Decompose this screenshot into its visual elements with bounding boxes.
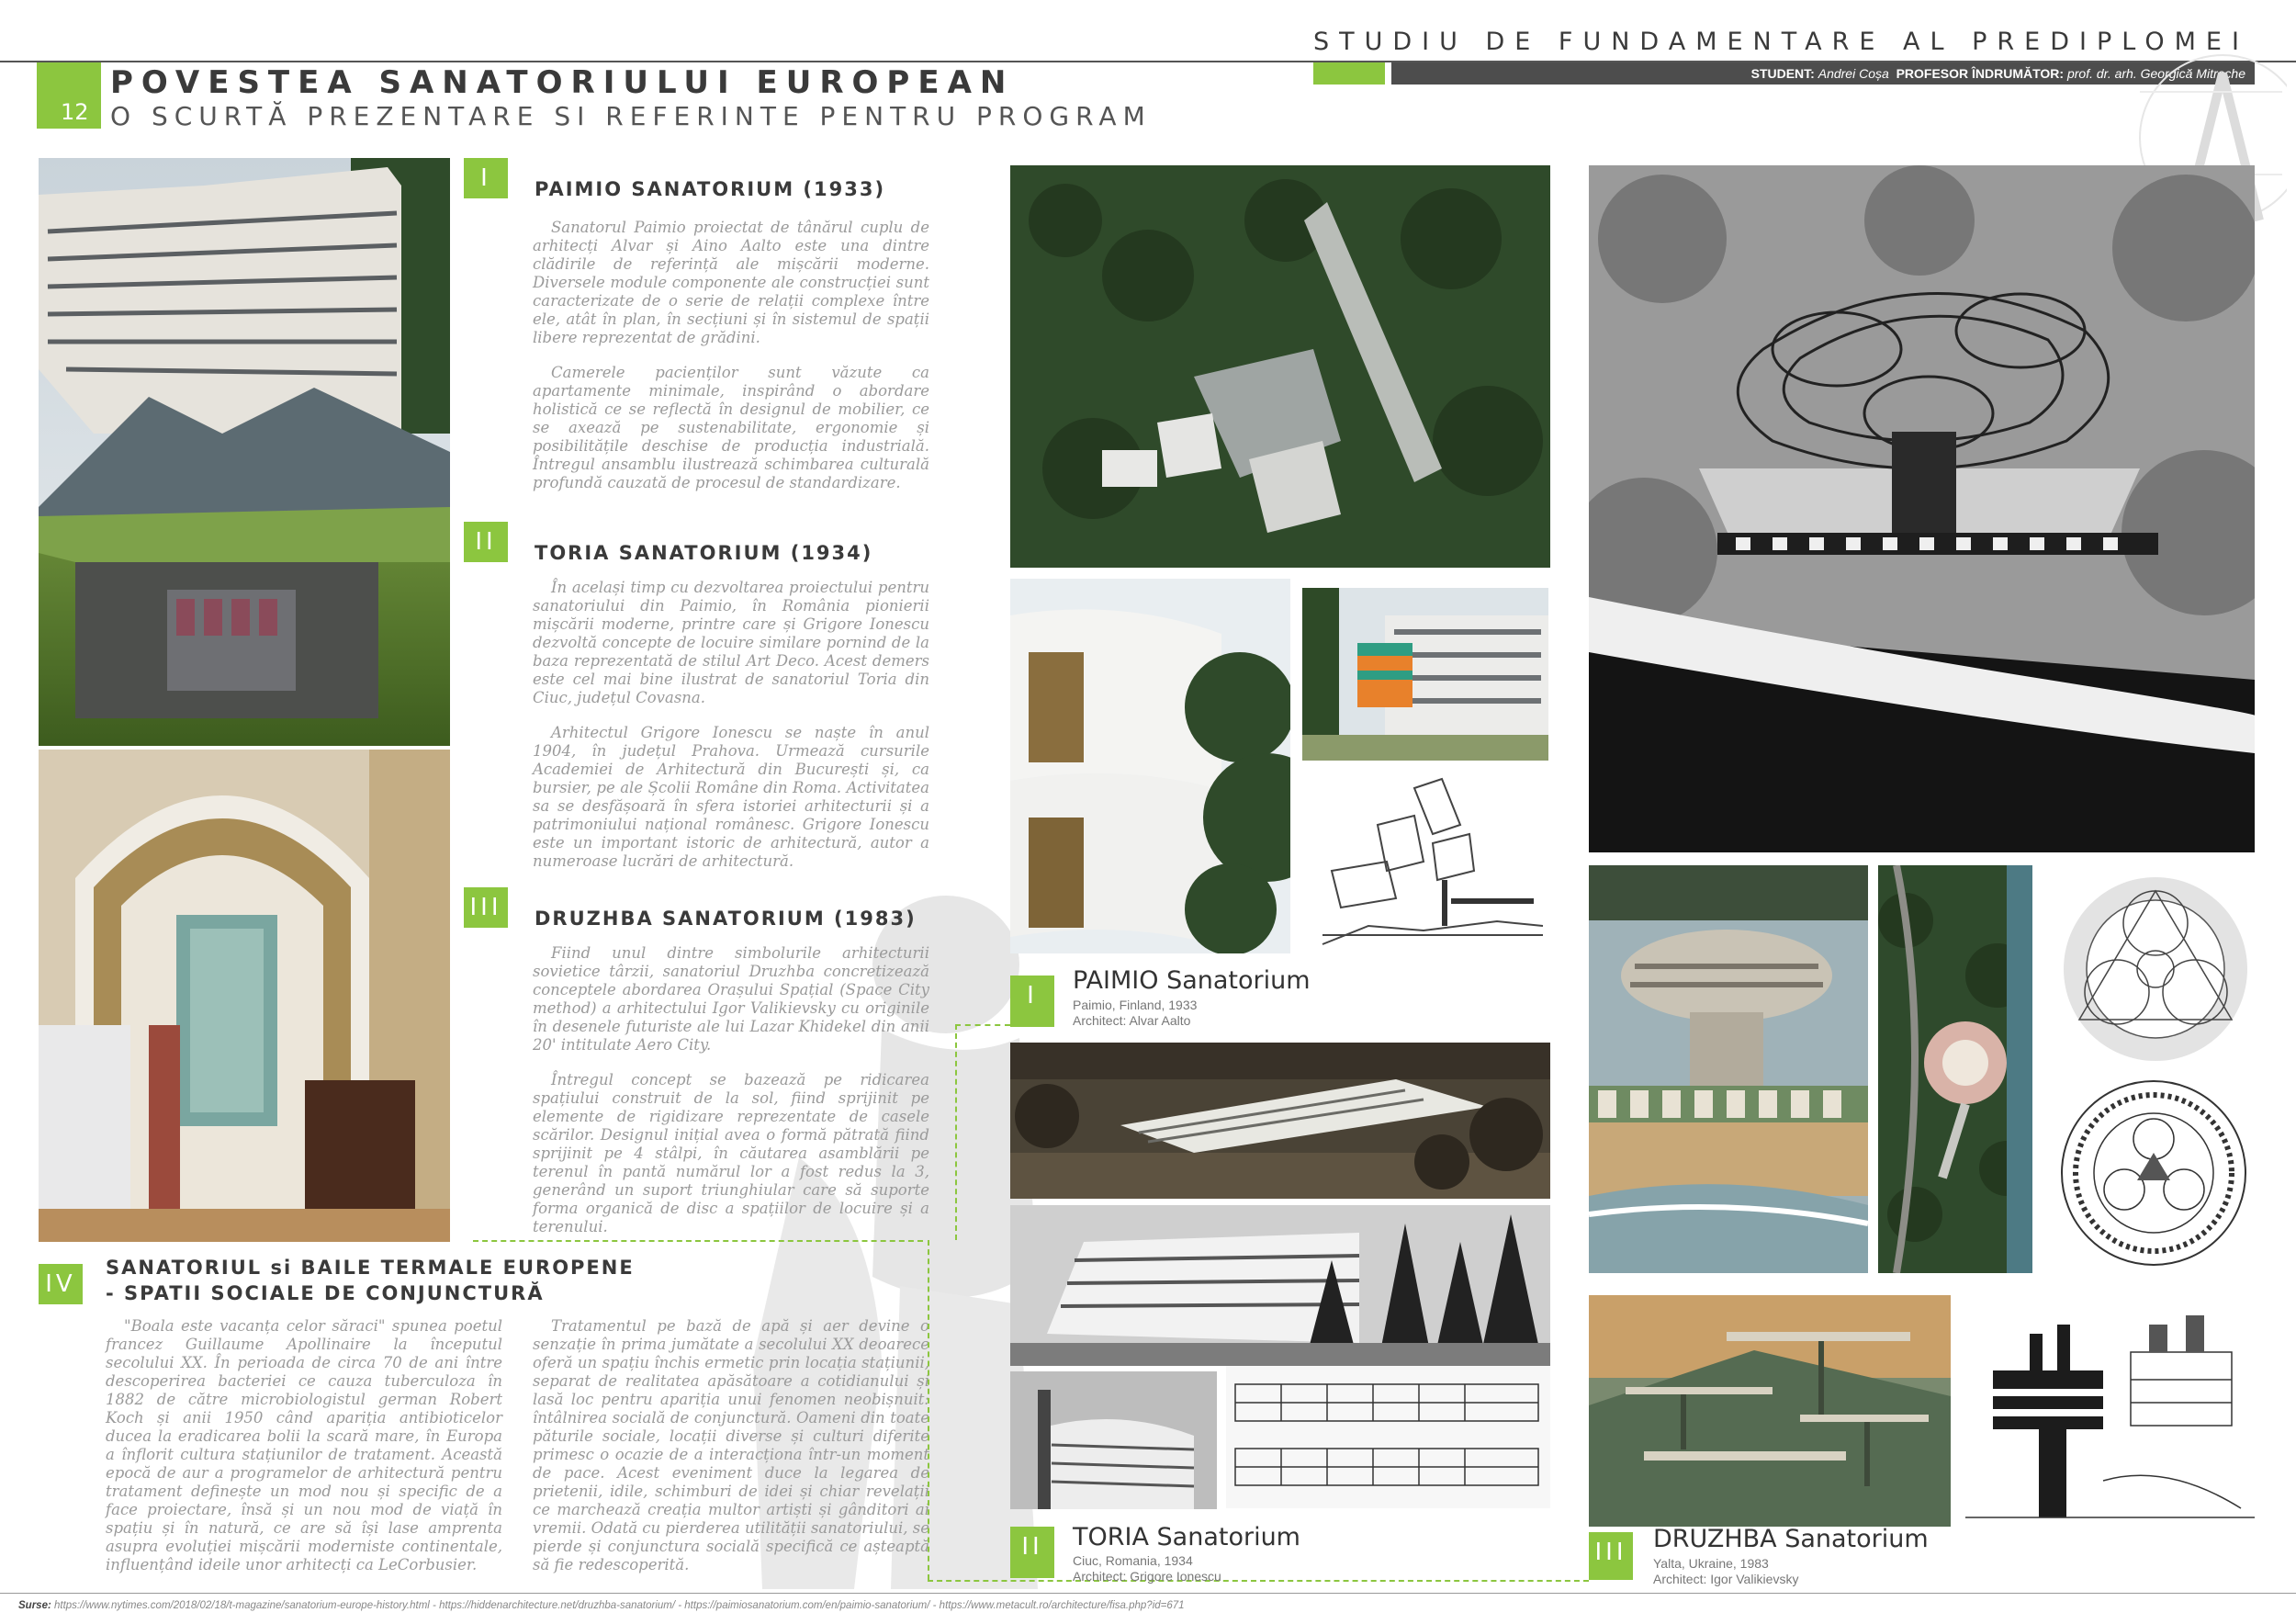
section-text-thermal-col1: "Boala este vacanța celor săraci" spunea poetul francez Guillaume Apollinaire la începutul secolului XX. În perioada de circa 70 de ani între descoperirea bacteriei ce cauza tuberculoza în 1882 de către microbiologistul german Robert Koch și anii 1950 când apariția antibioticelor ducea la eradicarea bolii la scară mare, în Europa a înflorit cultura stațiunilor de tratament. Această epocă de aur a programelor de arhitectură pentru tratament definește un mod nou și specific de a face proiectare, însă și un nou mod de viață în spațiu și în natură, ce are să își lase amprenta asupra evoluției mișcării moderniste continentale, influențând ideile unor arhitecți ca LeCorbusier. [106,1317,502,1573]
section-numeral-3: III [464,887,508,928]
druzhba-floor-plan-drawing [2055,1075,2253,1272]
professor-name: prof. dr. arh. Georgică Mitrache [2066,66,2245,81]
paragraph: Arhitectul Grigore Ionescu se naște în anul 1904, în județul Prahova. Urmează cursurile Academiei de Arhitectură din București și, ca bursier, pe ale Școlii Române din Roma. Activitatea sa se desfășoară în sfera istoriei arhitecturii și a patrimoniului național românesc. Grigore Ionescu este un important istoric de arhitectură, autor a numeroase lucrări de arhitectură. [533,724,929,870]
sources-links[interactable]: https://www.nytimes.com/2018/02/18/t-magazine/sanatorium-europe-history.html - https://hiddenarchitecture.net/druzhba-sanatorium/ - https://paimiosanatorium.com/en/paimio-sanatorium/ - https://www.metacult.ro/architecture/fisa.php?id=671 [54,1600,1185,1611]
caption-numeral-3: III [1589,1532,1633,1580]
connector-line [955,1024,957,1240]
connector-line [928,1240,929,1580]
series-title: STUDIU DE FUNDAMENTARE AL PREDIPLOMEI [1313,28,2249,56]
section-numeral-4: IV [39,1264,83,1304]
sources-line [18,1600,2278,1611]
toria-floor-plan-drawing [1226,1366,1550,1508]
paragraph: Întregul concept se bazează pe ridicarea spațiului construit de la sol, fiind sprijinit pe elemente de rigidizare reprezentate de casele scărilor. Designul inițial avea o formă pătrată fiind sprijinit pe 4 stâlpi, în căutarea asamblării pe terenul în pantă numărul lor a fost redus la 3, generând un suport triunghiular care să suporte forma organică de disc a spațiilor de locuire și a terenului. [533,1071,929,1235]
page-number: 12 [61,99,89,125]
header-accent-block [1313,62,1385,85]
paragraph: În același timp cu dezvoltarea proiectului pentru sanatoriului din Paimio, în România pionierii mișcării moderne, printre care și Grigore Ionescu dezvoltă concepte de locuire similare pornind de la baza reprezentată de stilul Art Deco. Acest demers este cel mai bine ilustrat de sanatoriul Toria din Ciuc, județul Covasna. [533,579,929,706]
professor-label: PROFESOR ÎNDRUMĂTOR: [1896,66,2065,81]
connector-line [955,1024,1010,1026]
caption-location-druzhba: Yalta, Ukraine, 1983 [1653,1556,1769,1571]
druzhba-exterior-photo [1589,865,1868,1273]
caption-location-paimio: Paimio, Finland, 1933 [1073,998,1198,1012]
druzhba-geometry-diagram [2057,873,2255,1066]
druzhba-concept-sketch [1589,165,2255,852]
toria-hillside-photo [1010,1043,1550,1199]
paimio-site-plan-drawing [1313,770,1550,958]
caption-title-paimio: PAIMIO Sanatorium [1073,966,1311,995]
section-subtitle-thermal-baths: - SPATII SOCIALE DE CONJUNCTURĂ [106,1282,545,1304]
connector-line [473,1240,923,1242]
caption-architect-toria: Architect: Grigore Ionescu [1073,1569,1221,1584]
paragraph: Camerele pacienților sunt văzute ca apartamente minimale, inspirând o abordare holistică ce se reflectă în designul de mobilier, ce se axează pe sustenabilitate, ergonomie și posibilitățile deschise de producția industrială. Întregul ansamblu ilustrează schimbarea culturală profundă cauzată de procesul de standardizare. [533,364,929,491]
section-text-thermal-col2: Tratamentul pe bază de apă și aer devine o senzație în prima jumătate a secolului XX deoarece oferă un spațiu închis ermetic prin locația stațiunii, separat de realitatea apăsătoare a cotidianului și lasă loc pentru apariția unui fenomen neobișnuit: întâlnirea socială de conjunctură. Oameni din toate păturile sociale, locații diverse și culturi diferite primesc o ocazie de a interacționa într-un moment de pace. Acest eveniment duce la legarea de prietenii, idile, schimburi de idei și chiar revelații ce marchează creația multor artiști și gânditori ai vremii. Odată cu pierderea utilității sanatoriului, se pierde și conjunctura socială specifică ce așteaptă să fie redescoperită. [533,1317,929,1573]
sources-label: Surse: [18,1600,51,1611]
paimio-balconies-photo [1010,579,1290,953]
caption-numeral-2: II [1010,1527,1054,1578]
section-title-druzhba: DRUZHBA SANATORIUM (1983) [535,908,917,930]
druzhba-aerial-photo [1878,865,2032,1273]
page-title: POVESTEA SANATORIULUI EUROPEAN [110,64,1015,101]
caption-architect-druzhba: Architect: Igor Valikievsky [1653,1572,1799,1586]
student-label: STUDENT: [1750,66,1815,81]
student-name: Andrei Coșa [1818,66,1889,81]
caption-architect-paimio: Architect: Alvar Aalto [1073,1013,1191,1028]
section-text-druzhba [533,944,929,1253]
page-subtitle: O SCURTĂ PREZENTARE SI REFERINTE PENTRU PROGRAM [110,101,1152,131]
paimio-colorful-facade-photo [1302,588,1548,761]
section-text-paimio [533,219,929,509]
toria-detail-photo [1010,1371,1217,1509]
caption-title-toria: TORIA Sanatorium [1073,1523,1300,1551]
thermal-bath-interior-photo [39,750,450,1242]
section-title-toria: TORIA SANATORIUM (1934) [535,542,873,564]
paimio-exterior-photo [39,158,450,746]
paimio-aerial-photo [1010,165,1550,568]
druzhba-aero-city-painting [1589,1295,1951,1527]
druzhba-section-drawing [1965,1297,2255,1528]
section-title-thermal-baths: SANATORIUL si BAILE TERMALE EUROPENE [106,1257,635,1279]
section-numeral-1: I [464,158,508,198]
paragraph: Sanatorul Paimio proiectat de tânărul cuplu de arhitecți Alvar și Aino Aalto este una dintre clădirile de referință ale mișcării moderne. Diversele module componente ale construcției sunt caracterizate de o serie de relații complexe între ele, atât în plan, în secțiuni și în sistemul de spații libere reprezentat de grădini. [533,219,929,346]
section-title-paimio: PAIMIO SANATORIUM (1933) [535,178,886,200]
caption-numeral-1: I [1010,976,1054,1027]
paragraph: Fiind unul dintre simbolurile arhitecturii sovietice târzii, sanatoriul Druzhba concretizează conceptele abordarea Orașului Spațial (Space City method) a arhitectului Igor Valikievsky cu originile în desenele futuriste ale lui Lazar Khidekel din anii 20' intitulate Aero City. [533,944,929,1054]
caption-location-toria: Ciuc, Romania, 1934 [1073,1553,1193,1568]
connector-line [928,1580,1589,1582]
section-text-toria [533,579,929,887]
section-numeral-2: II [464,522,508,562]
toria-black-white-photo [1010,1205,1550,1366]
caption-title-druzhba: DRUZHBA Sanatorium [1653,1525,1929,1553]
footer-rule [0,1593,2296,1594]
